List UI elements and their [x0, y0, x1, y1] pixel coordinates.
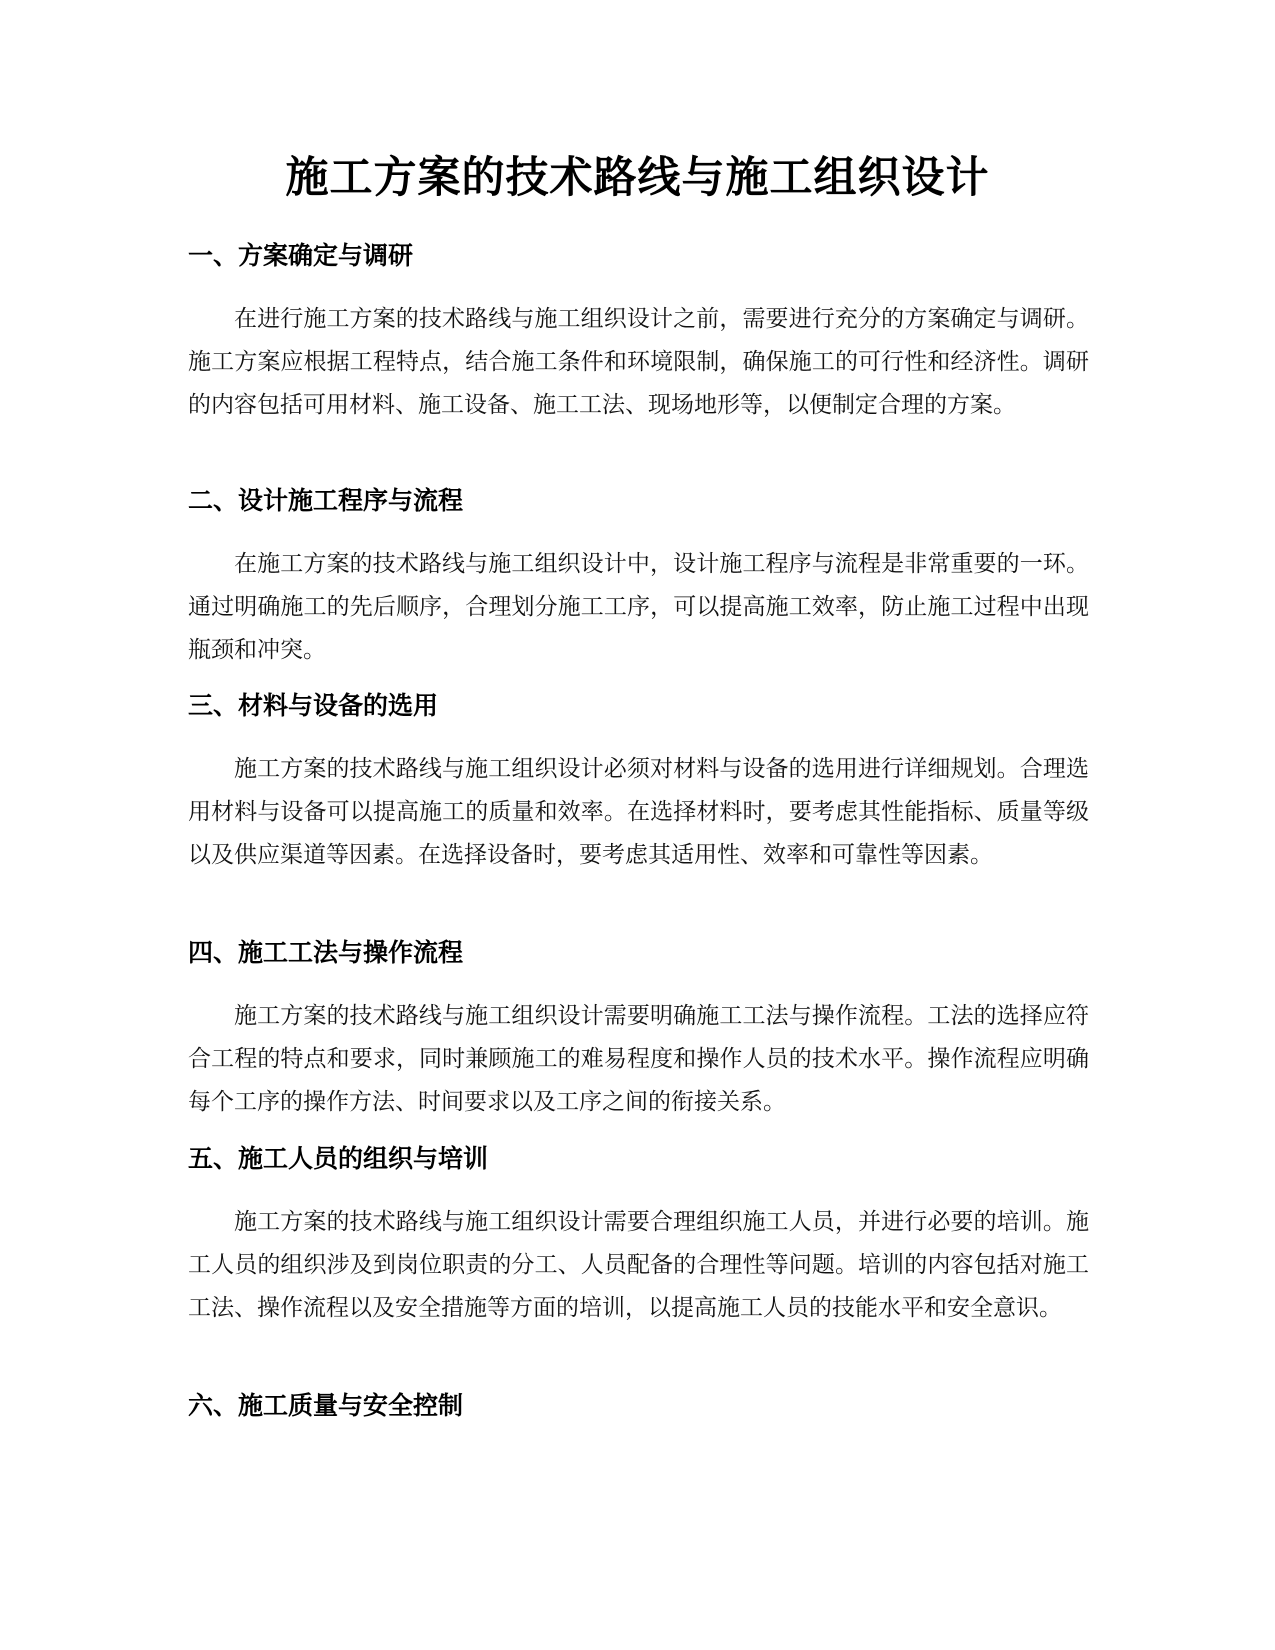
section-heading: 三、材料与设备的选用	[188, 691, 439, 720]
section-heading: 六、施工质量与安全控制	[188, 1391, 464, 1420]
section-paragraph: 在施工方案的技术路线与施工组织设计中，设计施工程序与流程是非常重要的一环。通过明确施工的先后顺序，合理划分施工工序，可以提高施工效率，防止施工过程中出现瓶颈和冲突。	[188, 551, 1089, 663]
section-paragraph: 施工方案的技术路线与施工组织设计需要合理组织施工人员，并进行必要的培训。施工人员的组织涉及到岗位职责的分工、人员配备的合理性等问题。培训的内容包括对施工工法、操作流程以及安全措施等方面的培训，以提高施工人员的技能水平和安全意识。	[188, 1209, 1089, 1321]
section-2	[188, 483, 1089, 672]
section-5	[188, 1141, 1089, 1330]
section-heading: 五、施工人员的组织与培训	[188, 1144, 489, 1173]
section-paragraph: 在进行施工方案的技术路线与施工组织设计之前，需要进行充分的方案确定与调研。施工方案应根据工程特点，结合施工条件和环境限制，确保施工的可行性和经济性。调研的内容包括可用材料、施工设备、施工工法、现场地形等，以便制定合理的方案。	[188, 306, 1089, 418]
page-title: 施工方案的技术路线与施工组织设计	[285, 153, 990, 203]
section-heading: 二、设计施工程序与流程	[188, 486, 464, 515]
section-heading: 四、施工工法与操作流程	[188, 938, 464, 967]
section-6	[188, 1388, 1089, 1424]
section-heading: 一、方案确定与调研	[188, 241, 414, 270]
section-paragraph: 施工方案的技术路线与施工组织设计需要明确施工工法与操作流程。工法的选择应符合工程的特点和要求，同时兼顾施工的难易程度和操作人员的技术水平。操作流程应明确每个工序的操作方法、时间要求以及工序之间的衔接关系。	[188, 1003, 1089, 1115]
section-3	[188, 688, 1089, 877]
section-4	[188, 935, 1089, 1124]
section-paragraph: 施工方案的技术路线与施工组织设计必须对材料与设备的选用进行详细规划。合理选用材料与设备可以提高施工的质量和效率。在选择材料时，要考虑其性能指标、质量等级以及供应渠道等因素。在选择设备时，要考虑其适用性、效率和可靠性等因素。	[188, 756, 1089, 868]
section-1	[188, 238, 1089, 427]
